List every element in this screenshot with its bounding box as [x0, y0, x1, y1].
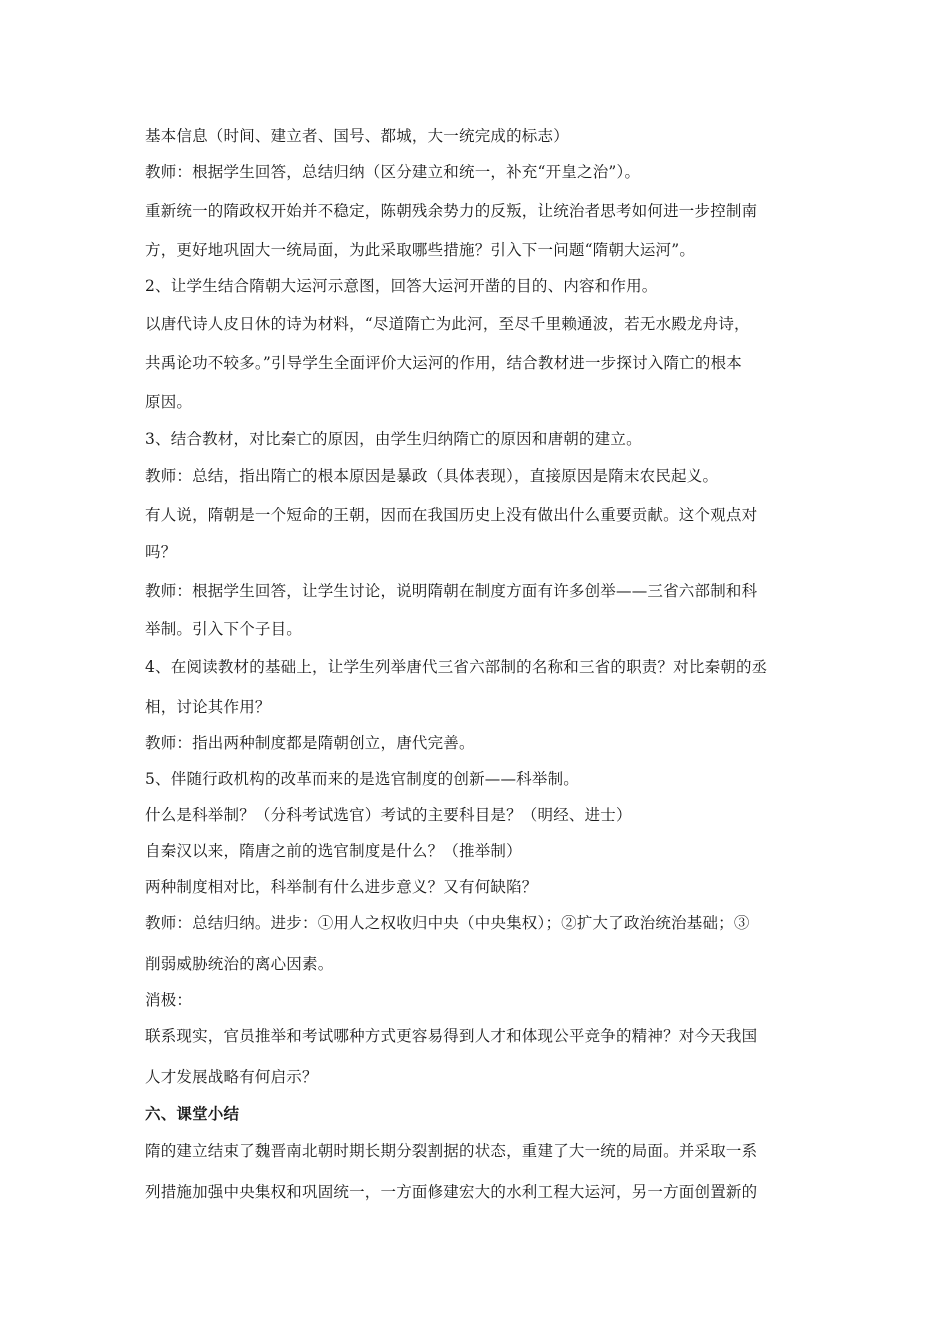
text-line: 方，更好地巩固大一统局面，为此采取哪些措施？引入下一问题“隋朝大运河”。 [145, 241, 696, 259]
text-line: 吗？ [145, 543, 177, 561]
text-line: 隋的建立结束了魏晋南北朝时期长期分裂割据的状态，重建了大一统的局面。并采取一系 [145, 1142, 758, 1160]
section-heading: 六、课堂小结 [145, 1105, 240, 1123]
text-line: 两种制度相对比，科举制有什么进步意义？又有何缺陷？ [145, 878, 538, 896]
text-line: 原因。 [145, 393, 193, 411]
text-line: 相，讨论其作用？ [145, 698, 271, 716]
text-line: 2、让学生结合隋朝大运河示意图，回答大运河开凿的目的、内容和作用。 [145, 277, 658, 295]
text-line: 列措施加强中央集权和巩固统一，一方面修建宏大的水利工程大运河，另一方面创置新的 [145, 1183, 758, 1201]
text-line: 3、结合教材，对比秦亡的原因，由学生归纳隋亡的原因和唐朝的建立。 [145, 430, 642, 448]
text-line: 重新统一的隋政权开始并不稳定，陈朝残余势力的反叛，让统治者思考如何进一步控制南 [145, 202, 758, 220]
text-line: 4、在阅读教材的基础上，让学生列举唐代三省六部制的名称和三省的职责？对比秦朝的丞 [145, 658, 768, 676]
text-line: 教师：总结，指出隋亡的根本原因是暴政（具体表现），直接原因是隋末农民起义。 [145, 467, 719, 485]
text-line: 举制。引入下个子目。 [145, 620, 303, 638]
text-line: 共禹论功不较多。”引导学生全面评价大运河的作用，结合教材进一步探讨入隋亡的根本 [145, 354, 742, 372]
text-line: 有人说，隋朝是一个短命的王朝，因而在我国历史上没有做出什么重要贡献。这个观点对 [145, 506, 758, 524]
text-line: 什么是科举制？（分科考试选官）考试的主要科目是？（明经、进士） [145, 806, 632, 824]
text-line: 消极： [145, 991, 193, 1009]
text-line: 人才发展战略有何启示？ [145, 1068, 318, 1086]
text-line: 5、伴随行政机构的改革而来的是选官制度的创新——科举制。 [145, 770, 579, 788]
text-line: 教师：总结归纳。进步：①用人之权收归中央（中央集权）；②扩大了政治统治基础；③ [145, 914, 750, 932]
text-line: 基本信息（时间、建立者、国号、都城，大一统完成的标志） [145, 127, 569, 145]
text-line: 以唐代诗人皮日休的诗为材料，“尽道隋亡为此河，至尽千里赖通波，若无水殿龙舟诗， [145, 315, 750, 333]
text-line: 教师：根据学生回答，总结归纳（区分建立和统一，补充“开皇之治”）。 [145, 163, 641, 181]
text-line: 削弱威胁统治的离心因素。 [145, 955, 334, 973]
text-line: 自秦汉以来，隋唐之前的选官制度是什么？（推举制） [145, 842, 522, 860]
text-line: 教师：根据学生回答，让学生讨论，说明隋朝在制度方面有许多创举——三省六部制和科 [145, 582, 758, 600]
text-line: 教师：指出两种制度都是隋朝创立，唐代完善。 [145, 734, 475, 752]
text-line: 联系现实，官员推举和考试哪种方式更容易得到人才和体现公平竞争的精神？对今天我国 [145, 1027, 758, 1045]
